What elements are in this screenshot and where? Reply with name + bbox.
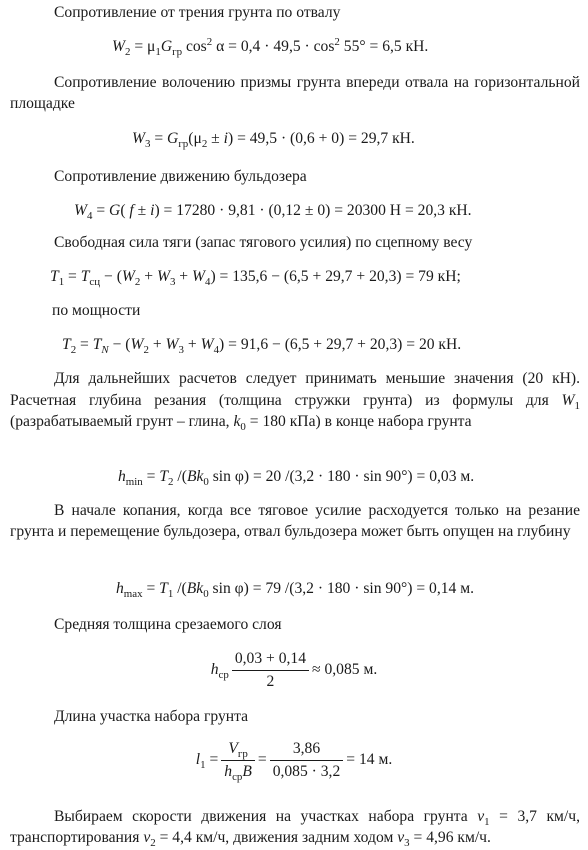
text-cutting-depth-c: = 180 кПа) в конце набора грунта	[249, 413, 472, 430]
paragraph-average-layer: Средняя толщина срезаемого слоя	[54, 616, 282, 633]
equation-hcp: $h_{ср}$ $\frac{0,03 + 0,14}{2}$ ≈ 0,085 м.	[0, 648, 588, 693]
fraction-l1-numeric	[270, 738, 344, 783]
eq-hmin-value: = 20 /(3,2 · 180 · sin 90°) = 0,03 м.	[252, 468, 475, 485]
fraction-hcp-denominator: 2	[266, 673, 275, 690]
eq-t2-value: = 91,6 − (6,5 + 29,7 + 20,3) = 20 кН.	[228, 336, 462, 353]
equation-l1: $l_1$ = $\frac{V_{гр}}{h_{ср}B}$ = $\frac{3,86}{0,085 \cdot 3,2}$ = 14 м.	[195, 740, 393, 783]
paragraph-max-depth: В начале копания, когда все тяговое усилие расходуется только на резание грунта и перемещение бульдозера, отвал бульдозера может быть опущен на глубину	[10, 502, 580, 540]
eq-hcp-result: ≈ 0,085 м.	[312, 661, 378, 679]
paragraph-section-length: Длина участка набора грунта	[54, 708, 249, 725]
fraction-l1-numerator: $V_{гр}$	[221, 738, 255, 761]
eq-w2-result: 55° = 6,5 кН.	[343, 38, 429, 55]
eq-w2-value: = 0,4 · 49,5 · cos	[228, 38, 335, 55]
equation-w2: $W_2 = \mu_1G_{гр}$ $\cos^2 \alpha = 0,4 \cdot 49,5 \cdot \cos^2 55^\circ = 6,5$ кН.	[112, 36, 429, 58]
text-cutting-depth-b: (разрабатываемый грунт – глина,	[10, 413, 230, 430]
fraction-l1-denominator: $h_{ср}B$	[224, 763, 252, 783]
fraction-hcp	[232, 648, 309, 693]
equation-w4: $W_4 = G$( f ± i) = 17280 · 9,81 · (0,12 ± 0) = 20300 Н = 20,3 кН.	[74, 202, 472, 222]
equation-w3: $W_3 = G_{гр}(\mu_2 \pm i) = 49,5 \cdot (0,6 + 0) = 29,7$ кН.	[132, 130, 415, 150]
text-speeds-d: = 4,96 км/ч.	[413, 829, 491, 846]
paragraph-speeds: Выбираем скорости движения на участках набора грунта $v_1 = 3,7$ км/ч, транспортирования $v_2 = 4,4$ км/ч, движения задним ходом $v_3 = 4,96$ км/ч.	[10, 808, 580, 849]
fraction-l1-symbolic	[221, 738, 255, 783]
equation-hmin: $h_{min} = T_2$ $/(Bk_0$ sin φ) = 20 /(3,2 · 180 · sin 90°) = 0,03 м.	[118, 468, 475, 488]
text-cutting-depth-a: Для дальнейших расчетов следует принимать меньшие значения (20 кН). Расчетная глубина резания (толщина стружки грунта) из формулы для	[10, 370, 580, 409]
equation-hmax: $h_{max} = T_1$ $/(Bk_0$ sin φ) = 79 /(3,2 · 180 · sin 90°) = 0,14 м.	[116, 580, 474, 600]
equation-t1: $T_1 = T_{сц} - (W_2 + W_3 + W_4) = 135,6 - (6,5 + 29,7 + 20,3) = 79$ кН;	[50, 268, 461, 288]
eq-w4-value: = 17280 · 9,81 · (0,12 ± 0) = 20300 Н = 20,3 кН.	[163, 202, 472, 219]
equation-t2: $T_2 = T_N - (W_2 + W_3 + W_4) = 91,6 - (6,5 + 29,7 + 20,3) = 20$ кН.	[62, 336, 462, 356]
paragraph-cutting-depth: Для дальнейших расчетов следует принимать меньшие значения (20 кН). Расчетная глубина резания (толщина стружки грунта) из формулы для $W_1$ (разрабатываемый грунт – глина, $k_0 = 180$ кПа) в конце набора грунта	[10, 370, 580, 433]
text-speeds-b: = 3,7 км/ч, транспортирования	[10, 808, 580, 846]
paragraph-friction-title: Сопротивление от трения грунта по отвалу	[54, 4, 341, 21]
paragraph-by-power: по мощности	[52, 302, 141, 319]
paragraph-bulldozer-resistance: Сопротивление движению бульдозера	[54, 168, 307, 185]
eq-w3-value: = 49,5 · (0,6 + 0) = 29,7 кН.	[237, 130, 415, 147]
fraction-hcp-numerator: 0,03 + 0,14	[232, 648, 309, 671]
text-speeds-c: = 4,4 км/ч, движения задним ходом	[159, 829, 394, 846]
paragraph-prism-drag: Сопротивление волочению призмы грунта впереди отвала на горизонтальной площадке	[10, 74, 580, 112]
fraction-l1-den-value: 0,085 · 3,2	[272, 763, 341, 780]
eq-l1-result: = 14 м.	[346, 751, 393, 769]
text-speeds-a: Выбираем скорости движения на участках набора грунта	[54, 808, 468, 825]
paragraph-free-traction: Свободная сила тяги (запас тягового усилия) по сцепному весу	[54, 234, 473, 251]
eq-hmax-value: = 79 /(3,2 · 180 · sin 90°) = 0,14 м.	[252, 580, 474, 597]
fraction-l1-num-value: 3,86	[270, 738, 344, 761]
eq-t1-value: = 135,6 − (6,5 + 29,7 + 20,3) = 79 кН;	[219, 268, 461, 285]
